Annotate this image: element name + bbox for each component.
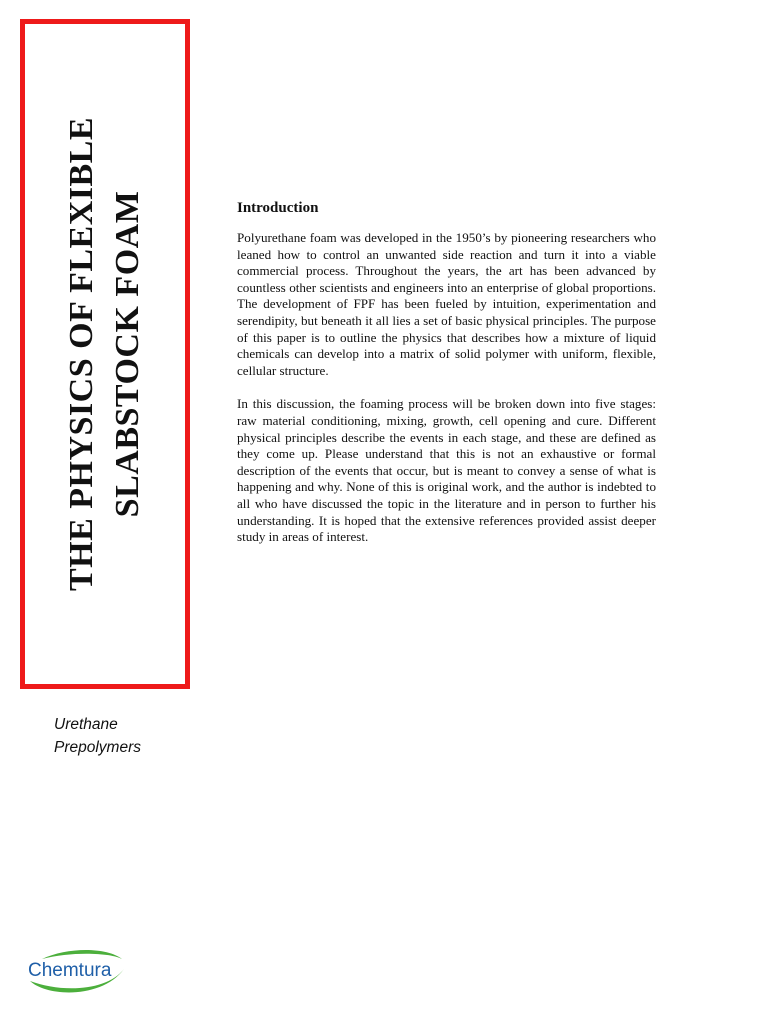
intro-paragraph: Polyurethane foam was developed in the 1950’s by pioneering researchers who leaned how to control an unwanted side reaction and turn it into a viable commercial process. Throughout the years, the art has been advanced by countless other scientists and engineers into an enterprise of global proportions. The development of FPF has been fueled by intuition, experimentation and serendipity, but beneath it all lies a set of basic physical principles. The purpose of this paper is to outline the physics that describes how a mixture of liquid chemicals can develop into a matrix of solid polymer with uniform, flexible, cellular structure. bbox=[237, 230, 656, 378]
logo-swoosh-top bbox=[42, 950, 122, 959]
title-line-1: THE PHYSICS OF FLEXIBLE bbox=[63, 116, 100, 592]
chemtura-logo bbox=[22, 945, 132, 1001]
discussion-paragraph: In this discussion, the foaming process will be broken down into five stages: raw material conditioning, mixing, growth, cell opening and cure. Different physical principles describe the events in each stage, and these are defined as they come up. Please understand that this is not an exhaustive or formal description of the events that occur, but is meant to convey a sense of what is happening and why. None of this is original work, and the author is indebted to all who have discussed the topic in the literature and in person to further his understanding. It is hoped that the extensive references provided assist deeper study in areas of interest. bbox=[237, 396, 656, 545]
document-title bbox=[59, 104, 151, 604]
section-heading: Introduction bbox=[237, 200, 319, 216]
logo-graphic bbox=[22, 945, 132, 1001]
subtitle-line-1: Urethane bbox=[54, 716, 118, 733]
title-frame bbox=[20, 19, 190, 689]
title-line-2: SLABSTOCK FOAM bbox=[109, 190, 146, 518]
article-body bbox=[237, 198, 656, 563]
series-subtitle bbox=[54, 713, 224, 759]
subtitle-line-2: Prepolymers bbox=[54, 739, 141, 756]
logo-wordmark: Chemtura bbox=[28, 960, 112, 981]
